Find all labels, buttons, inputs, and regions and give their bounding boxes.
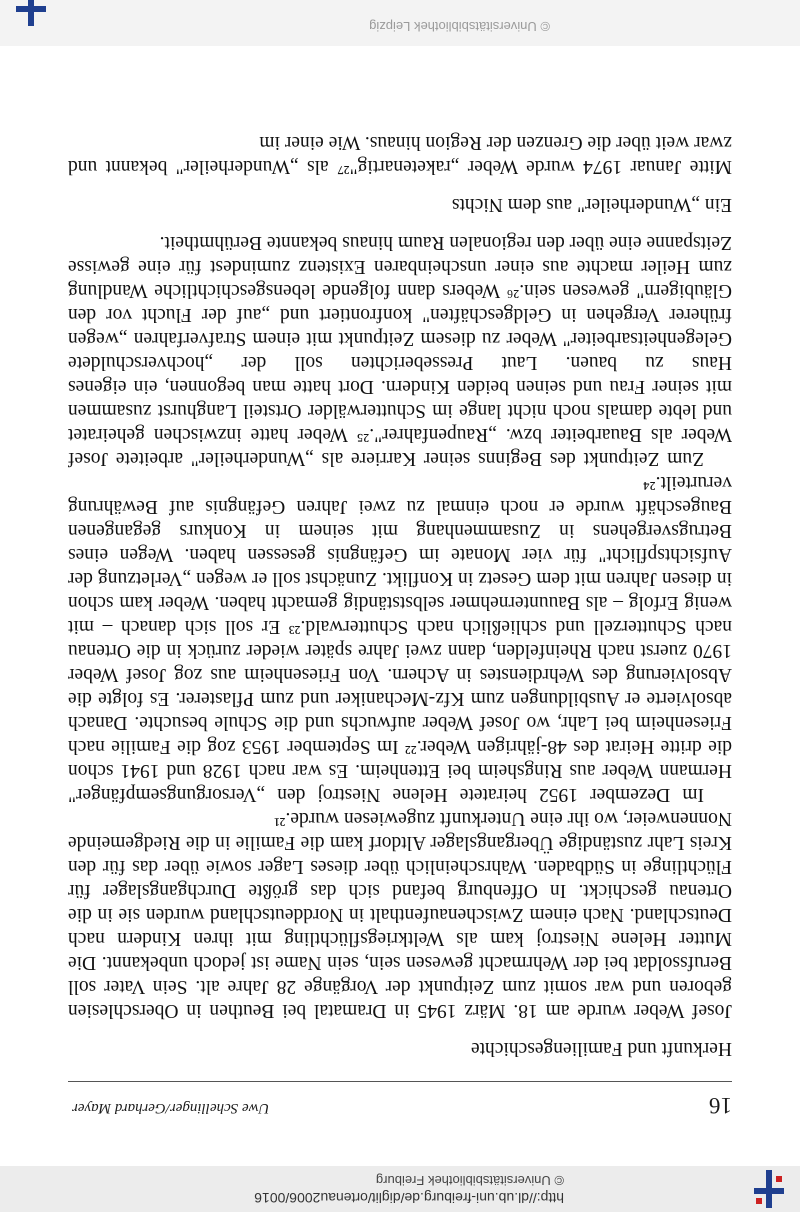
source-url-link[interactable]: http://dl.ub.uni-freiburg.de/diglit/ortenau2006/0016 — [254, 1190, 564, 1206]
header-source-block — [84, 1166, 564, 1212]
page-number: 16 — [709, 1093, 732, 1118]
section-body-healer — [68, 130, 732, 178]
paragraph: Zum Zeitpunkt des Beginns seiner Karriere als „Wunderheiler" arbeitete Josef Weber als Bauarbeiter bzw. „Raupenfahrer".²⁵ Weber hatte inzwischen geheiratet und lebte damals noch nicht lange im Schutterwälder Ortsteil Langhurst zusammen mit seiner Frau und seinen beiden Kindern. Dort hatte man begonnen, ein eigenes Haus zu bauen. Laut Presseberichten soll der „hochverschuldete Gelegenheitsarbeiter" Weber zu diesem Zeitpunkt mit einem Strafverfahren „wegen früherer Vergehen in Geldgeschäften" konfrontiert und „auf der Flucht vor den Gläubigern" gewesen sein.²⁶ Webers dann folgende lebensgeschichtliche Wandlung zum Heiler machte aus einer unscheinbaren Existenz zumindest für eine gewisse Zeitspanne eine über den regionalen Raum hinaus bekannte Berühmtheit. — [68, 232, 732, 469]
paragraph: Josef Weber wurde am 18. März 1945 in Dramatal bei Beuthen in Oberschlesien geboren und war somit zum Zeitpunkt der Vorgänge 28 Jahre alt. Sein Vater soll Berufssoldat bei der Wehrmacht gewesen sein, sein Name ist jedoch unbekannt. Die Mutter Helene Niestroj kam als Weltkriegsflüchtling mit ihren Kindern nach Deutschland. Nach einem Zwischenaufenthalt in Norddeutschland wurden sie in die Ortenau geschickt. In Offenburg befand sich das größte Durchgangslager für Flüchtlinge in Südbaden. Wahrscheinlich über dieses Lager sowie über das für den Kreis Lahr zuständige Übergangslager Altdorf kam die Familie in die Riedgemeinde Nonnenweier, wo ihr eine Unterkunft zugewiesen wurde.²¹ — [68, 808, 732, 1021]
section-heading-healer: Ein „Wunderheiler" aus dem Nichts — [451, 194, 732, 215]
university-logo-icon — [750, 1170, 788, 1208]
section-heading-origin: Herkunft und Familiengeschichte — [470, 1038, 732, 1059]
university-logo-icon — [12, 0, 50, 26]
running-head-authors: Uwe Schellinger/Gerhard Mayer — [72, 1100, 270, 1116]
library-credit-bottom: © Universitätsbibliothek Leipzig — [369, 19, 550, 34]
viewer-footer-bar — [0, 0, 800, 46]
paragraph: Im Dezember 1952 heiratete Helene Niestroj den „Versorgungsempfänger" Hermann Weber aus Ringsheim bei Ettenheim. Es war nach 1928 und 1941 schon die dritte Heirat des 48-jährigen Weber.²² Im September 1953 zog die Familie nach Friesenheim bei Lahr, wo Josef Weber aufwuchs und die Schule besuchte. Danach absolvierte er Ausbildungen zum Kfz-Mechaniker und zum Pflasterer. Es folgte die Absolvierung des Wehrdienstes in Achern. Von Friesenheim aus zog Josef Weber 1970 zuerst nach Rheinfelden, dann zwei Jahre später wieder zurück in die Ortenau nach Schutterzell und schließlich nach Schutterwald.²³ Er soll sich danach – mit wenig Erfolg – als Bauunternehmer selbstständig gemacht haben. Weber kam schon in diesen Jahren mit dem Gesetz in Konflikt. Zunächst soll er wegen „Verletzung der Aufsichtspflicht" für vier Monate im Gefängnis gesessen haben. Wegen eines Betrugsvergehens in Zusammenhang mit seinem in Konkurs gegangenen Baugeschäft wurde er noch einmal zu zwei Jahren Gefängnis auf Bewährung verurteilt.²⁴ — [68, 472, 732, 805]
viewer-header-bar — [0, 1166, 800, 1212]
paragraph: Mitte Januar 1974 wurde Weber „raketenartig"²⁷ als „Wunderheiler" bekannt und zwar weit über die Grenzen der Region hinaus. Wie einer im — [68, 132, 732, 177]
library-credit-top: © Universitätsbibliothek Freiburg — [375, 1173, 564, 1188]
section-body-origin — [68, 230, 732, 1022]
running-head — [68, 1081, 732, 1122]
